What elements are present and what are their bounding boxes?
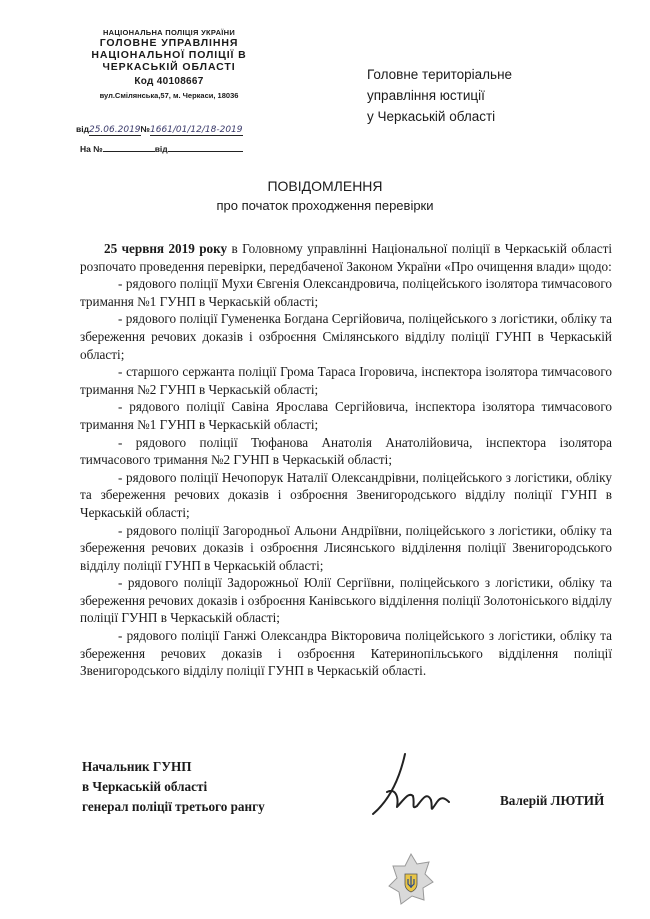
letterhead [60, 28, 278, 100]
letterhead-code: Код 40108667 [134, 76, 204, 87]
ref-no-label: № [140, 124, 150, 134]
police-badge-icon [388, 852, 434, 908]
list-item: - рядового поліції Нечопорук Наталії Олександрівни, поліцейського з логістики, обліку та збереження речових доказів і озброєння Звенигородського відділу поліції ГУНП в Черкаській області; [80, 469, 612, 520]
addressee-line3: у Черкаській області [367, 109, 496, 124]
letterhead-line1: НАЦІОНАЛЬНА ПОЛІЦІЯ УКРАЇНИ [102, 28, 236, 37]
ref-number: 1661/01/12/18-2019 [150, 125, 243, 135]
addressee-line1: Головне територіальне [367, 67, 513, 82]
list-item: - рядового поліції Мухи Євгенія Олександровича, поліцейського ізолятора тимчасового тримання №1 ГУНП в Черкаській області; [80, 276, 612, 309]
addressee [367, 64, 512, 127]
letterhead-line3b: ЧЕРКАСЬКІЙ ОБЛАСТІ [102, 61, 236, 73]
document-subtitle: про початок проходження перевірки [216, 198, 434, 213]
signatory-line3: генерал поліції третього рангу [82, 799, 265, 814]
intro-paragraph [80, 240, 612, 275]
signatory-line2: в Черкаській області [82, 779, 208, 794]
handwritten-signature [365, 752, 475, 822]
intro-date: 25 червня 2019 року [104, 241, 228, 256]
list-item: - рядового поліції Задорожньої Юлії Сергіївни, поліцейського з логістики, обліку та збереження речових доказів і озброєння Канівського відділення поліції Золотоніського відділу поліції ГУНП в Черкаській області; [80, 575, 612, 626]
signatory-line1: Начальник ГУНП [82, 759, 192, 774]
list-item: - рядового поліції Ганжі Олександра Вікторовича поліцейського з логістики, обліку та збереження речових доказів і озброєння Катеринопільського відділення поліції Звенигородського відділу поліції ГУНП в Черкаській області. [80, 628, 612, 679]
document-body [80, 240, 612, 680]
outgoing-reference [76, 124, 243, 135]
list-item: - рядового поліції Тюфанова Анатолія Анатолійовича, інспектора ізолятора тимчасового тримання №2 ГУНП в Черкаській області; [80, 434, 612, 468]
list-item: - рядового поліції Гумененка Богдана Сергійовича, поліцейського з логістики, обліку та збереження речових доказів і озброєння Смілянського відділу поліції ГУНП в Черкаській області; [80, 311, 612, 362]
vid-label: від [154, 144, 168, 154]
list-item: - старшого сержанта поліції Грома Тараса Ігоровича, інспектора ізолятора тимчасового тримання №2 ГУНП в Черкаській області; [80, 364, 612, 397]
ref-date: 25.06.2019 [88, 125, 141, 135]
addressee-line2: управління юстиції [367, 88, 485, 103]
intro-text: в Головному управлінні Національної поліції в Черкаській області розпочато проведення перевірки, передбаченої Законом України «Про очищення влади» щодо: [80, 241, 612, 274]
list-item: - рядового поліції Савіна Ярослава Сергійовича, інспектора ізолятора тимчасового тримання №1 ГУНП в Черкаській області; [80, 399, 612, 432]
na-label: На № [80, 144, 103, 154]
signatory-title [82, 757, 265, 817]
letterhead-address: вул.Смілянська,57, м. Черкаси, 18036 [99, 91, 239, 100]
signatory-name: Валерій ЛЮТИЙ [500, 793, 605, 808]
letterhead-line2: ГОЛОВНЕ УПРАВЛІННЯ [99, 37, 239, 49]
incoming-reference [80, 143, 243, 154]
letterhead-line3: НАЦІОНАЛЬНОЇ ПОЛІЦІЇ В [91, 49, 247, 61]
ref-prefix: від [76, 124, 89, 134]
document-title: ПОВІДОМЛЕННЯ [267, 178, 383, 194]
list-item: - рядового поліції Загородньої Альони Андріївни, поліцейського з логістики, обліку та збереження речових доказів і озброєння Лисянського відділення поліції Звенигородського відділу поліції ГУНП в Черкаській області; [80, 522, 612, 573]
